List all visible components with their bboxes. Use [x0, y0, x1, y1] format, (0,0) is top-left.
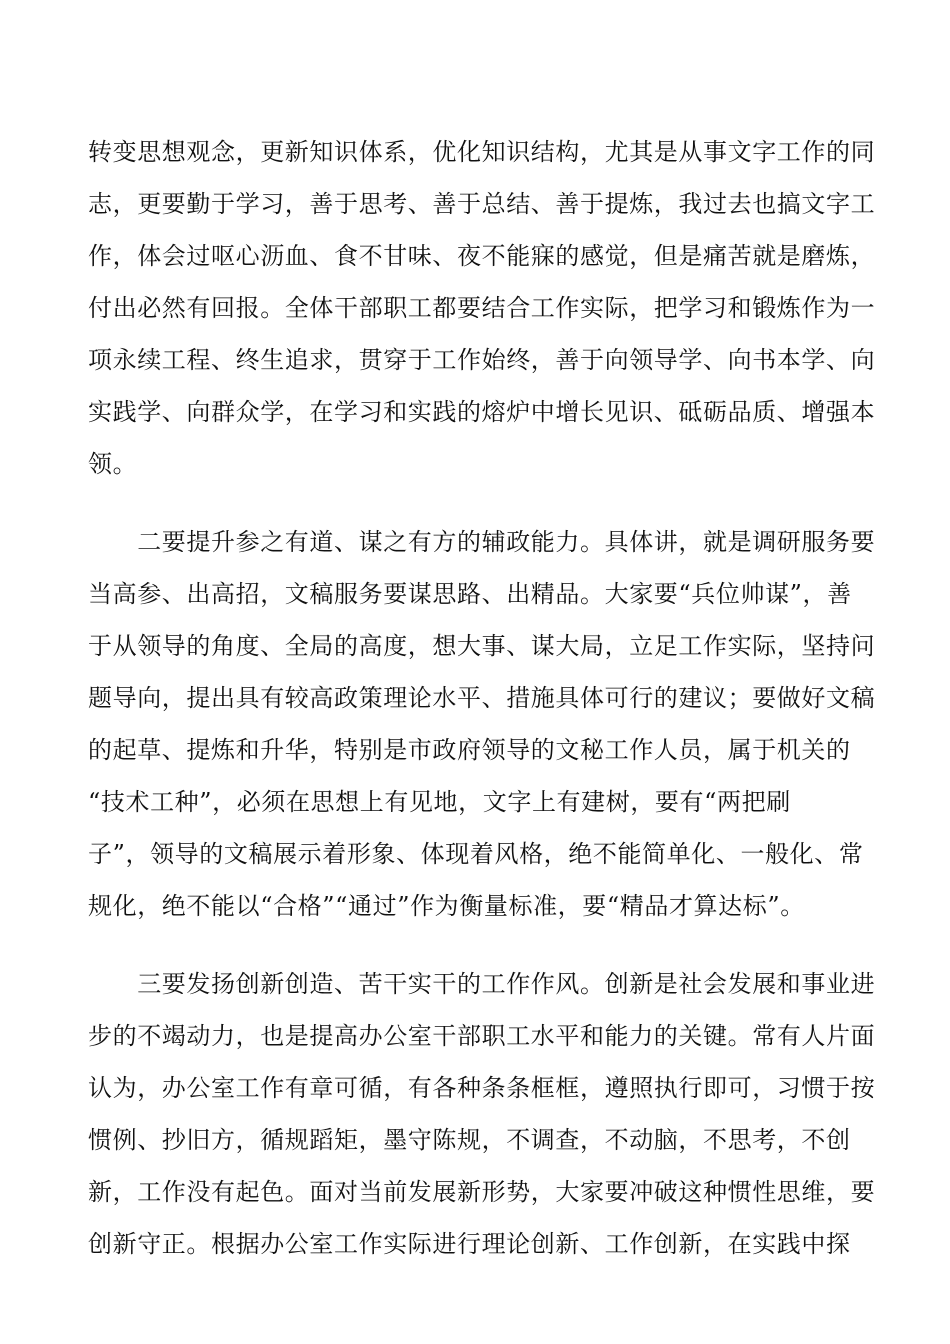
- paragraph-1-line-4: 付出必然有回报。全体干部职工都要结合工作实际，把学习和锻炼作为一: [88, 294, 876, 322]
- paragraph-3-line-2: 步的不竭动力，也是提高办公室干部职工水平和能力的关键。常有人片面: [88, 1022, 876, 1050]
- paragraph-1-line-1: 转变思想观念，更新知识体系，优化知识结构，尤其是从事文字工作的同: [88, 138, 876, 166]
- paragraph-1-line-5: 项永续工程、终生追求，贯穿于工作始终，善于向领导学、向书本学、向: [88, 346, 876, 374]
- paragraph-2-line-1: 二要提升参之有道、谋之有方的辅政能力。具体讲，就是调研服务要: [88, 528, 876, 556]
- paragraph-1-line-2: 志，更要勤于学习，善于思考、善于总结、善于提炼，我过去也搞文字工: [88, 190, 876, 218]
- paragraph-2-line-7: 子”，领导的文稿展示着形象、体现着风格，绝不能简单化、一般化、常: [88, 840, 864, 868]
- paragraph-1-line-7: 领。: [88, 450, 138, 478]
- paragraph-2-line-3: 于从领导的角度、全局的高度，想大事、谋大局，立足工作实际，坚持问: [88, 632, 876, 660]
- paragraph-3-line-6: 创新守正。根据办公室工作实际进行理论创新、工作创新，在实践中探: [88, 1230, 851, 1258]
- paragraph-2-line-6: “技术工种”，必须在思想上有见地，文字上有建树，要有“两把刷: [88, 788, 791, 816]
- paragraph-1-line-3: 作，体会过呕心沥血、食不甘味、夜不能寐的感觉，但是痛苦就是磨炼，: [88, 242, 876, 270]
- paragraph-3-line-3: 认为，办公室工作有章可循，有各种条条框框，遵照执行即可，习惯于按: [88, 1074, 876, 1102]
- document-body: [88, 126, 876, 1270]
- paragraph-2-line-4: 题导向，提出具有较高政策理论水平、措施具体可行的建议；要做好文稿: [88, 684, 876, 712]
- paragraph-spacer: [88, 490, 868, 516]
- paragraph-2-line-8: 规化，绝不能以“合格”“通过”作为衡量标准，要“精品才算达标”。: [88, 892, 805, 920]
- paragraph-2-line-2: 当高参、出高招，文稿服务要谋思路、出精品。大家要“兵位帅谋”，善: [88, 580, 852, 608]
- paragraph-3-line-5: 新，工作没有起色。面对当前发展新形势，大家要冲破这种惯性思维，要: [88, 1178, 876, 1206]
- paragraph-2-line-5: 的起草、提炼和升华，特别是市政府领导的文秘工作人员，属于机关的: [88, 736, 851, 764]
- paragraph-1-line-6: 实践学、向群众学，在学习和实践的熔炉中增长见识、砥砺品质、增强本: [88, 398, 876, 426]
- paragraph-spacer: [88, 932, 868, 958]
- paragraph-3-line-4: 惯例、抄旧方，循规蹈矩，墨守陈规，不调查，不动脑，不思考，不创: [88, 1126, 851, 1154]
- paragraph-3-line-1: 三要发扬创新创造、苦干实干的工作作风。创新是社会发展和事业进: [88, 970, 876, 998]
